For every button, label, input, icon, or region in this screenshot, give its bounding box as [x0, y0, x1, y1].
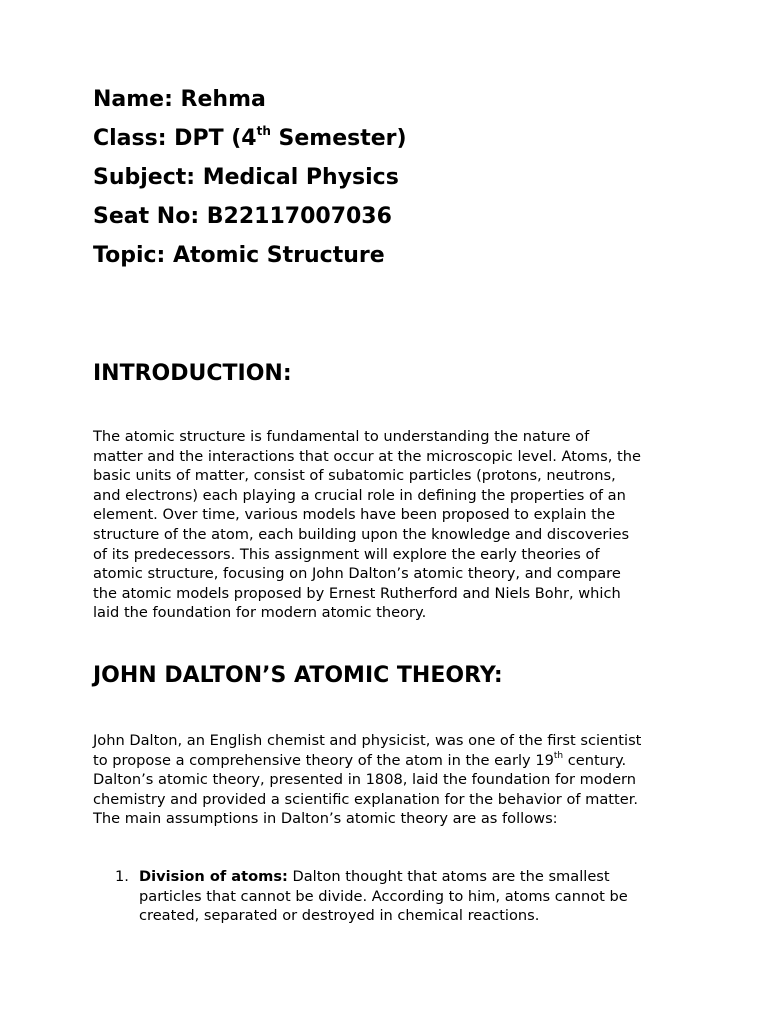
- paragraph-line: element. Over time, various models have been proposed to explain the: [93, 506, 616, 524]
- introduction-paragraph: [93, 427, 683, 623]
- student-class: [93, 123, 407, 152]
- list-item-title: Division of atoms:: [139, 868, 288, 885]
- list-line-rest: Dalton thought that atoms are the smallest: [287, 868, 610, 885]
- seat-number: Seat No: B22117007036: [93, 204, 392, 229]
- paragraph-line: The atomic structure is fundamental to understanding the nature of: [93, 428, 590, 445]
- dalton-paragraph: [93, 731, 683, 829]
- list-line: created, separated or destroyed in chemical reactions.: [139, 907, 540, 925]
- paragraph-line: and electrons) each playing a crucial role in defining the properties of an: [93, 486, 626, 504]
- topic: Topic: Atomic Structure: [93, 243, 385, 268]
- introduction-heading: INTRODUCTION:: [93, 361, 292, 386]
- paragraph-line: basic units of matter, consist of subatomic particles (protons, neutrons,: [93, 467, 616, 485]
- class-prefix: Class: DPT (4: [93, 126, 257, 151]
- list-number: 1.: [115, 868, 129, 885]
- paragraph-line: [93, 751, 683, 771]
- paragraph-line: John Dalton, an English chemist and physicist, was one of the first scientist: [93, 732, 642, 749]
- list-item: [93, 867, 693, 926]
- paragraph-line: the atomic models proposed by Ernest Rutherford and Niels Bohr, which: [93, 584, 621, 602]
- paragraph-line: laid the foundation for modern atomic theory.: [93, 604, 427, 622]
- class-suffix: Semester): [270, 126, 407, 151]
- class-superscript: th: [256, 123, 271, 138]
- paragraph-line: atomic structure, focusing on John Dalton’s atomic theory, and compare: [93, 565, 621, 583]
- paragraph-line: structure of the atom, each building upon the knowledge and discoveries: [93, 525, 630, 543]
- line-suffix: century.: [563, 751, 627, 769]
- list-line: [139, 867, 693, 887]
- list-line: particles that cannot be divide. According to him, atoms cannot be: [139, 887, 628, 905]
- assumptions-list: [93, 867, 693, 926]
- paragraph-line: of its predecessors. This assignment will explore the early theories of: [93, 545, 600, 563]
- subject: Subject: Medical Physics: [93, 165, 399, 190]
- century-superscript: th: [553, 750, 564, 761]
- dalton-heading: JOHN DALTON’S ATOMIC THEORY:: [93, 663, 503, 688]
- paragraph-line: matter and the interactions that occur at the microscopic level. Atoms, the: [93, 447, 641, 465]
- student-name: Name: Rehma: [93, 87, 266, 112]
- paragraph-line: The main assumptions in Dalton’s atomic theory are as follows:: [93, 810, 558, 828]
- paragraph-line: chemistry and provided a scientific explanation for the behavior of matter.: [93, 790, 639, 808]
- paragraph-line: Dalton’s atomic theory, presented in 1808, laid the foundation for modern: [93, 771, 637, 789]
- line-prefix: to propose a comprehensive theory of the atom in the early 19: [93, 751, 554, 769]
